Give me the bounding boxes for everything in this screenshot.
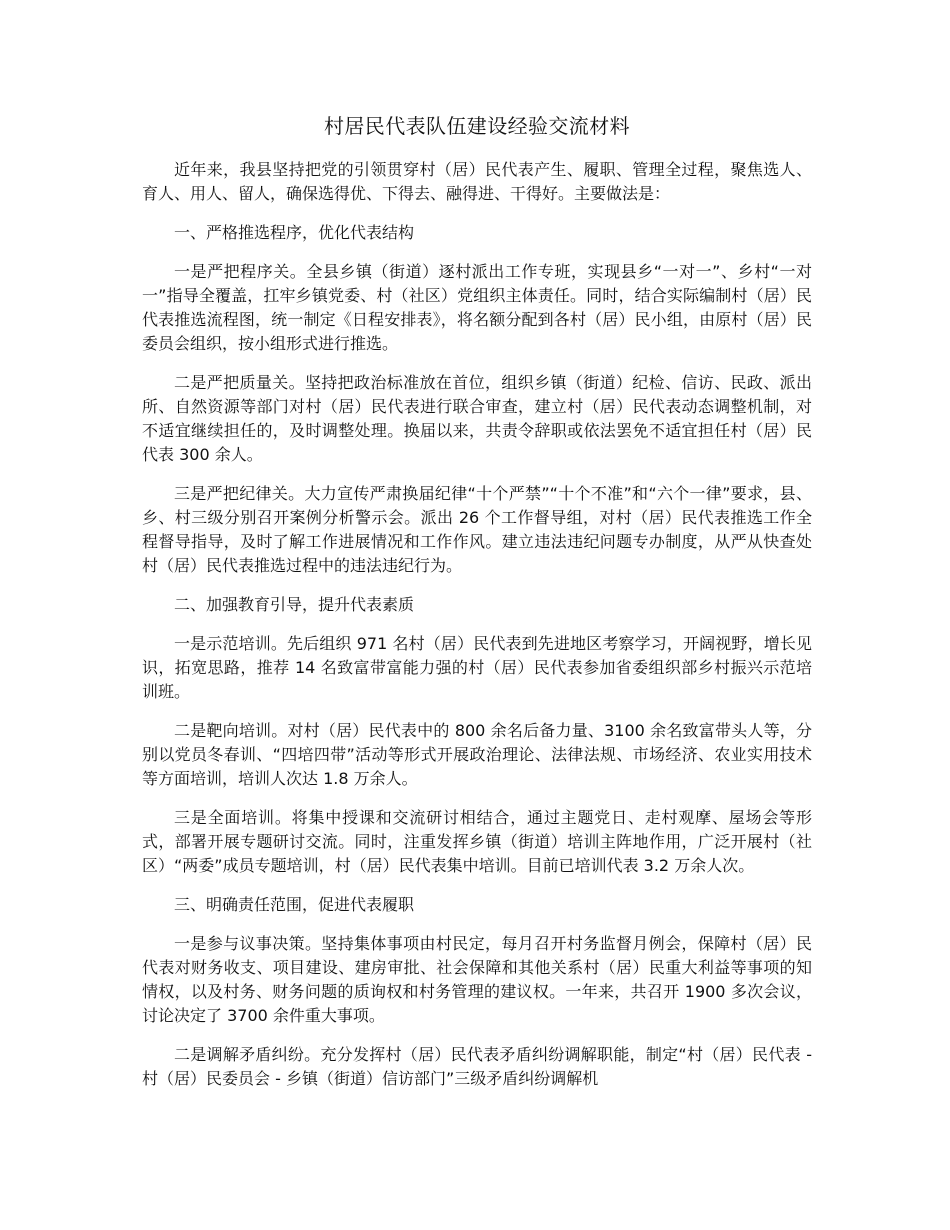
paragraph-demo-training: 一是示范培训。先后组织 971 名村（居）民代表到先进地区考察学习，开阔视野，增长见识，拓宽思路，推荐 14 名致富带富能力强的村（居）民代表参加省委组织部乡村振兴示范培训班。 xyxy=(142,634,812,701)
paragraph-discipline: 三是严把纪律关。大力宣传严肃换届纪律“十个严禁”“十个不准”和“六个一律”要求，县、乡、村三级分别召开案例分析警示会。派出 26 个工作督导组，对村（居）民代表推选工作全程督导指导，及时了解工作进展情况和工作作风。建立违法违纪问题专办制度，从严从快查处村（居）民代表推选过程中的违法违纪行为。 xyxy=(142,484,812,575)
section-heading-2: 二、加强教育引导，提升代表素质 xyxy=(174,595,415,614)
section-heading-1: 一、严格推选程序，优化代表结构 xyxy=(174,223,415,242)
paragraph-procedure: 一是严把程序关。全县乡镇（街道）逐村派出工作专班，实现县乡“一对一”、乡村“一对一”指导全覆盖，扛牢乡镇党委、村（社区）党组织主体责任。同时，结合实际编制村（居）民代表推选流程图，统一制定《日程安排表》，将名额分配到各村（居）民小组，由原村（居）民委员会组织，按小组形式进行推选。 xyxy=(142,262,812,353)
document-title: 村居民代表队伍建设经验交流材料 xyxy=(324,114,630,138)
document-body xyxy=(142,112,812,1106)
paragraph-quality: 二是严把质量关。坚持把政治标准放在首位，组织乡镇（街道）纪检、信访、民政、派出所、自然资源等部门对村（居）民代表进行联合审查，建立村（居）民代表动态调整机制，对不适宜继续担任的，及时调整处理。换届以来，共责令辞职或依法罢免不适宜担任村（居）民代表 300 余人。 xyxy=(142,373,812,464)
paragraph-decision-making: 一是参与议事决策。坚持集体事项由村民定，每月召开村务监督月例会，保障村（居）民代表对财务收支、项目建设、建房审批、社会保障和其他关系村（居）民重大利益等事项的知情权，以及村务、财务问题的质询权和村务管理的建议权。一年来，共召开 1900 多次会议，讨论决定了 3700 余件重大事项。 xyxy=(142,934,812,1025)
paragraph-full-training: 三是全面培训。将集中授课和交流研讨相结合，通过主题党日、走村观摩、屋场会等形式，部署开展专题研讨交流。同时，注重发挥乡镇（街道）培训主阵地作用，广泛开展村（社区）“两委”成员专题培训，村（居）民代表集中培训。目前已培训代表 3.2 万余人次。 xyxy=(142,808,812,875)
paragraph-targeted-training: 二是靶向培训。对村（居）民代表中的 800 余名后备力量、3100 余名致富带头人等，分别以党员冬春训、“四培四带”活动等形式开展政治理论、法律法规、市场经济、农业实用技术等方面培训，培训人次达 1.8 万余人。 xyxy=(142,721,812,788)
paragraph-dispute-mediation: 二是调解矛盾纠纷。充分发挥村（居）民代表矛盾纠纷调解职能，制定“村（居）民代表 - 村（居）民委员会 - 乡镇（街道）信访部门”三级矛盾纠纷调解机 xyxy=(142,1045,812,1088)
section-heading-3: 三、明确责任范围，促进代表履职 xyxy=(174,895,415,914)
intro-paragraph: 近年来，我县坚持把党的引领贯穿村（居）民代表产生、履职、管理全过程，聚焦选人、育人、用人、留人，确保选得优、下得去、融得进、干得好。主要做法是： xyxy=(142,160,812,203)
